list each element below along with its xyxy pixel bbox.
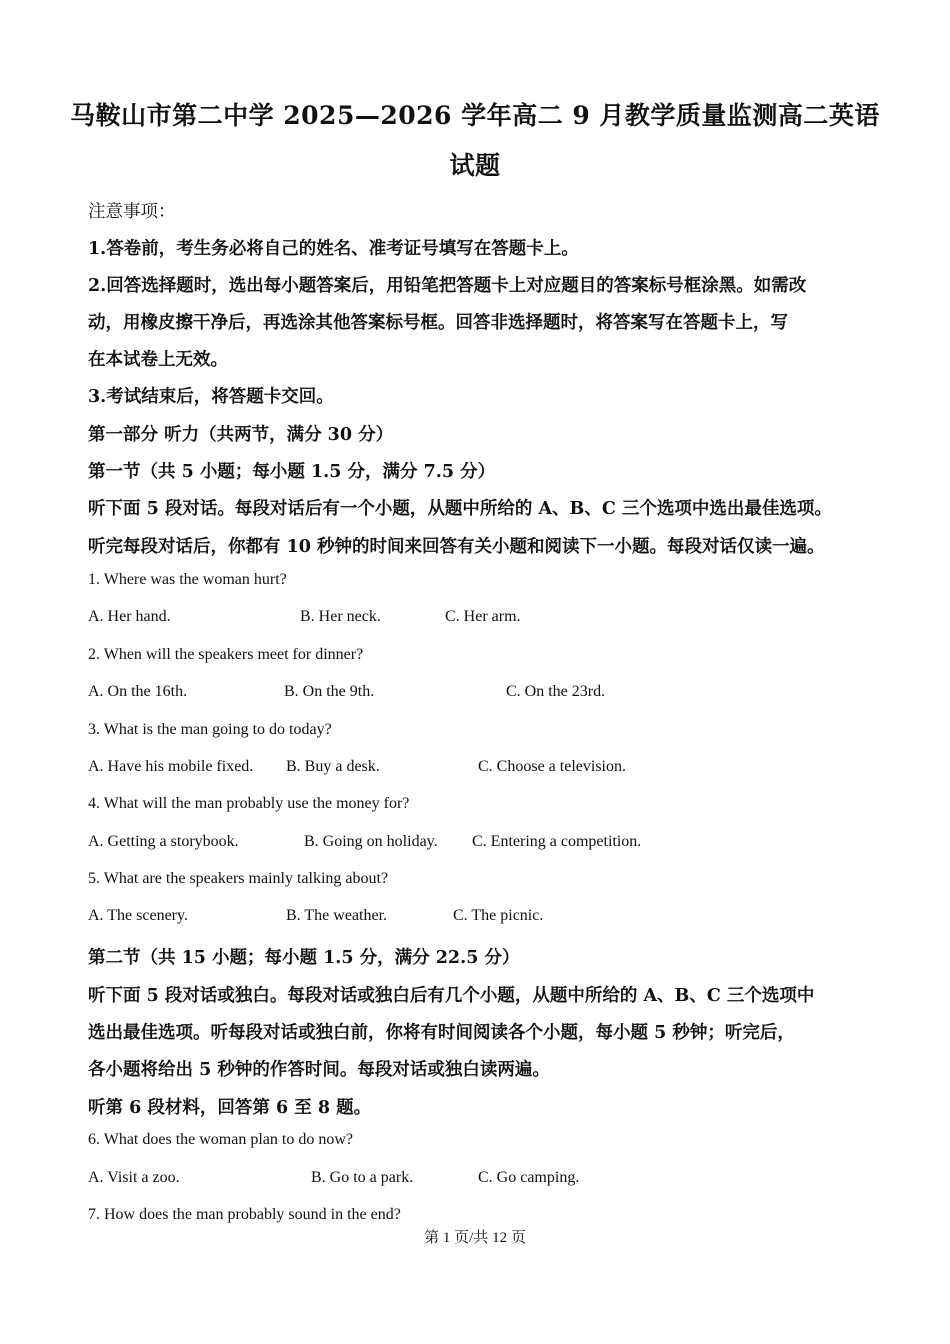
- question-6-option-a: A. Visit a zoo.: [88, 1169, 180, 1186]
- question-5-option-a: A. The scenery.: [88, 907, 188, 924]
- question-6-option-c: C. Go camping.: [478, 1169, 580, 1186]
- section2-instructions-line1: 听下面 5 段对话或独白。每段对话或独白后有几个小题，从题中所给的 A、B、C 三个选项中: [88, 986, 815, 1006]
- question-6-option-b: B. Go to a park.: [311, 1169, 414, 1186]
- question-4: 4. What will the man probably use the money for?: [88, 795, 410, 812]
- question-3-option-b: B. Buy a desk.: [286, 758, 380, 775]
- question-3-option-c: C. Choose a television.: [478, 758, 626, 775]
- question-2-option-b: B. On the 9th.: [284, 683, 375, 700]
- section2-heading: 第二节（共 15 小题；每小题 1.5 分，满分 22.5 分）: [88, 948, 520, 968]
- question-2: 2. When will the speakers meet for dinner?: [88, 646, 364, 663]
- question-5: 5. What are the speakers mainly talking about?: [88, 870, 389, 887]
- page-title-line2: 试题: [449, 151, 501, 180]
- page-title-line1: 马鞍山市第二中学 2025—2026 学年高二 9 月教学质量监测高二英语: [70, 101, 880, 130]
- notice-item-3: 3.考试结束后，将答题卡交回。: [88, 387, 334, 407]
- section2-instructions-line3: 各小题将给出 5 秒钟的作答时间。每段对话或独白读两遍。: [88, 1060, 550, 1080]
- page-footer: 第 1 页/共 12 页: [424, 1230, 526, 1246]
- question-5-option-b: B. The weather.: [286, 907, 388, 924]
- notice-item-2-line1: 2.回答选择题时，选出每小题答案后，用铅笔把答题卡上对应题目的答案标号框涂黑。如需改: [88, 276, 807, 296]
- notice-item-1: 1.答卷前，考生务必将自己的姓名、准考证号填写在答题卡上。: [88, 239, 579, 259]
- question-3-option-a: A. Have his mobile fixed.: [88, 758, 254, 775]
- question-1-option-c: C. Her arm.: [445, 608, 521, 625]
- question-6: 6. What does the woman plan to do now?: [88, 1131, 353, 1148]
- section1-instructions-line2: 听完每段对话后，你都有 10 秒钟的时间来回答有关小题和阅读下一小题。每段对话仅读一遍。: [88, 537, 825, 557]
- question-2-option-a: A. On the 16th.: [88, 683, 188, 700]
- question-2-option-c: C. On the 23rd.: [506, 683, 606, 700]
- question-1: 1. Where was the woman hurt?: [88, 571, 287, 588]
- question-3: 3. What is the man going to do today?: [88, 721, 332, 738]
- section1-instructions-line1: 听下面 5 段对话。每段对话后有一个小题，从题中所给的 A、B、C 三个选项中选出最佳选项。: [88, 499, 832, 519]
- question-4-option-a: A. Getting a storybook.: [88, 833, 239, 850]
- question-1-option-b: B. Her neck.: [300, 608, 381, 625]
- question-7: 7. How does the man probably sound in the end?: [88, 1206, 401, 1223]
- question-5-option-c: C. The picnic.: [453, 907, 544, 924]
- section1-heading: 第一节（共 5 小题；每小题 1.5 分，满分 7.5 分）: [88, 462, 496, 482]
- notice-item-2-line3: 在本试卷上无效。: [88, 350, 228, 370]
- question-4-option-b: B. Going on holiday.: [304, 833, 438, 850]
- notice-heading: 注意事项：: [88, 202, 176, 222]
- section2-instructions-line2: 选出最佳选项。听每段对话或独白前，你将有时间阅读各个小题，每小题 5 秒钟；听完后，: [88, 1023, 795, 1043]
- question-4-option-c: C. Entering a competition.: [472, 833, 642, 850]
- question-1-option-a: A. Her hand.: [88, 608, 171, 625]
- notice-item-2-line2: 动，用橡皮擦干净后，再选涂其他答案标号框。回答非选择题时，将答案写在答题卡上，写: [88, 313, 788, 333]
- material-6-heading: 听第 6 段材料，回答第 6 至 8 题。: [88, 1098, 372, 1118]
- part1-heading: 第一部分 听力（共两节，满分 30 分）: [88, 425, 394, 445]
